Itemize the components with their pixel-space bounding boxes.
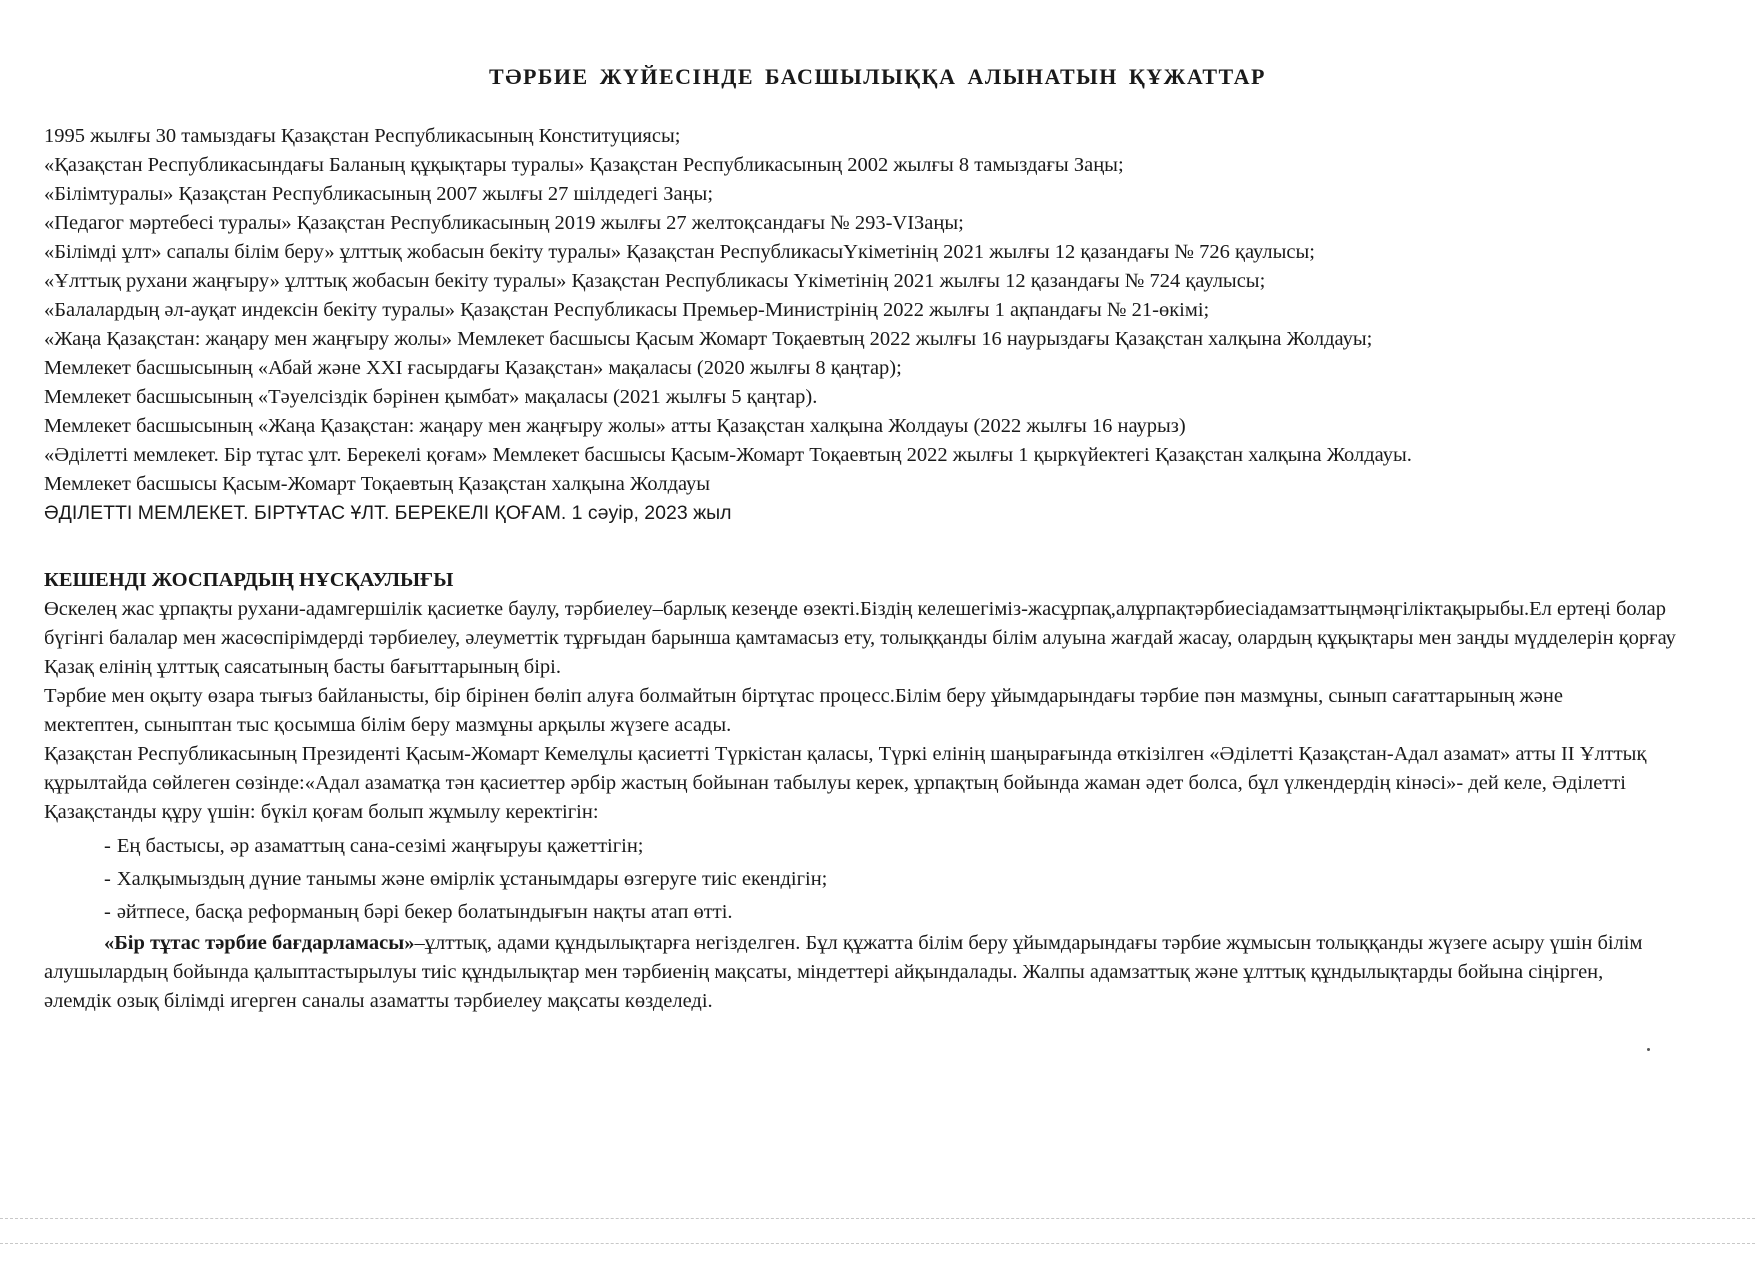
closing-text: –ұлттық, адами құндылықтарға негізделген. Бұл құжатта білім беру ұйымдарындағы тәрбие жұмысын толыққанды жүзеге асыру үшін білім алушылардың бойында қалыптастырылуы тиіс құндылықтар мен тәрбиенің мақсаты, міндеттері айқындалады. Жалпы адамзаттық және ұлттық құндылықтарды бойына сіңірген, әлемдік озық білімді игерген саналы азаматты тәрбиелеу мақсаты көзделеді. (44, 932, 1643, 1012)
bullet-marker: - (104, 901, 111, 923)
section-heading: КЕШЕНДІ ЖОСПАРДЫҢ НҰСҚАУЛЫҒЫ (44, 569, 454, 591)
list-item (44, 896, 1704, 929)
reference-item: «Жаңа Қазақстан: жаңару мен жаңғыру жолы» Мемлекет басшысы Қасым Жомарт Тоқаевтың 2022 жылғы 16 наурыздағы Қазақстан халқына Жолдауы; (44, 328, 1373, 350)
reference-item: Мемлекет басшысының «Тәуелсіздік бәрінен қымбат» мақаласы (2021 жылғы 5 қаңтар). (44, 386, 818, 408)
reference-item: «Балалардың әл-ауқат индексін бекіту туралы» Қазақстан Республикасы Премьер-Министрінің 2022 жылғы 1 ақпандағы № 21-өкімі; (44, 299, 1210, 321)
reference-item-caps: ӘДІЛЕТТІ МЕМЛЕКЕТ. БІРТҰТАС ҰЛТ. БЕРЕКЕЛІ ҚОҒАМ. 1 сәуір, 2023 жыл (44, 502, 732, 524)
scan-artifact-line (0, 1218, 1755, 1219)
reference-item: Мемлекет басшысының «Абай және XXI ғасырдағы Қазақстан» мақаласы (2020 жылғы 8 қаңтар); (44, 357, 902, 379)
list-item (44, 830, 1704, 863)
reference-list (44, 122, 1714, 528)
paragraph: Тәрбие мен оқыту өзара тығыз байланысты, бір бірінен бөліп алуға болмайтын біртұтас процесс.Білім беру ұйымдарындағы тәрбие пән мазмұны, сынып сағаттарының және мектептен, сыныптан тыс қосымша білім беру мазмұны арқылы жүзеге асады. (44, 685, 1563, 736)
reference-item: «Әділетті мемлекет. Бір тұтас ұлт. Берекелі қоғам» Мемлекет басшысы Қасым-Жомарт Тоқаевтың 2022 жылғы 1 қыркүйектегі Қазақстан халқына Жолдауы. (44, 444, 1412, 466)
bullet-list (44, 830, 1704, 929)
list-item-text: әйтпесе, басқа реформаның бәрі бекер болатындығын нақты атап өтті. (116, 901, 733, 923)
reference-item: «Педагог мәртебесі туралы» Қазақстан Республикасының 2019 жылғы 27 желтоқсандағы № 293-VIЗаңы; (44, 212, 964, 234)
reference-item: «Ұлттық рухани жаңғыру» ұлттық жобасын бекіту туралы» Қазақстан Республикасы Үкіметінің 2021 жылғы 12 қазандағы № 724 қаулысы; (44, 270, 1266, 292)
page-title: ТӘРБИЕ ЖҮЙЕСІНДЕ БАСШЫЛЫҚҚА АЛЫНАТЫН ҚҰЖАТТАР (489, 64, 1266, 89)
list-item-text: Ең бастысы, әр азаматтың сана-сезімі жаңғыруы қажеттігін; (116, 835, 644, 857)
bullet-marker: - (104, 835, 111, 857)
reference-item: Мемлекет басшысы Қасым-Жомарт Тоқаевтың Қазақстан халқына Жолдауы (44, 473, 711, 495)
closing-paragraph (44, 929, 1644, 1016)
list-item (44, 863, 1704, 896)
reference-item: Мемлекет басшысының «Жаңа Қазақстан: жаңару мен жаңғыру жолы» атты Қазақстан халқына Жолдауы (2022 жылғы 16 наурыз) (44, 415, 1186, 437)
scan-artifact-line (0, 1243, 1755, 1244)
plan-section (44, 566, 1704, 1016)
paragraph: Өскелең жас ұрпақты рухани-адамгершілік қасиетке баулу, тәрбиелеу–барлық кезеңде өзекті.Біздің келешегіміз-жасұрпақ,алұрпақтәрбиесіадамзаттыңмәңгіліктақырыбы.Ел ертеңі болар бүгінгі балалар мен жасөспірімдерді тәрбиелеу, әлеуметтік тұрғыдан барынша қамтамасыз ету, толыққанды білім алуына жағдай жасау, олардың құқықтары мен заңды мүдделерін қорғау Қазақ елінің ұлттық саясатының басты бағыттарының бірі. (44, 598, 1676, 678)
reference-item: 1995 жылғы 30 тамыздағы Қазақстан Республикасының Конституциясы; (44, 125, 681, 147)
program-title: «Бір тұтас тәрбие бағдарламасы» (104, 932, 415, 954)
reference-item: «Білімтуралы» Қазақстан Республикасының 2007 жылғы 27 шілдедегі Заңы; (44, 183, 714, 205)
bullet-marker: - (104, 868, 111, 890)
paragraph: Қазақстан Республикасының Президенті Қасым-Жомарт Кемелұлы қасиетті Түркістан қаласы, Түркі елінің шаңырағында өткізілген «Әділетті Қазақстан-Адал азамат» атты ІІ Ұлттық құрылтайда сөйлеген сөзінде:«Адал азаматқа тән қасиеттер әрбір жастың бойынан табылуы керек, ұрпақтың бойында жаман әдет болса, бұл үлкендердің кінәсі»- дей келе, Әділетті Қазақстанды құру үшін: бүкіл қоғам болып жұмылу керектігін: (44, 743, 1647, 823)
scan-speck (1647, 1048, 1650, 1051)
reference-item: «Қазақстан Республикасындағы Баланың құқықтары туралы» Қазақстан Республикасының 2002 жылғы 8 тамыздағы Заңы; (44, 154, 1124, 176)
reference-item: «Білімді ұлт» сапалы білім беру» ұлттық жобасын бекіту туралы» Қазақстан РеспубликасыҮкіметінің 2021 жылғы 12 қазандағы № 726 қаулысы; (44, 241, 1315, 263)
list-item-text: Халқымыздың дүние танымы және өмірлік ұстанымдары өзгеруге тиіс екендігін; (116, 868, 828, 890)
